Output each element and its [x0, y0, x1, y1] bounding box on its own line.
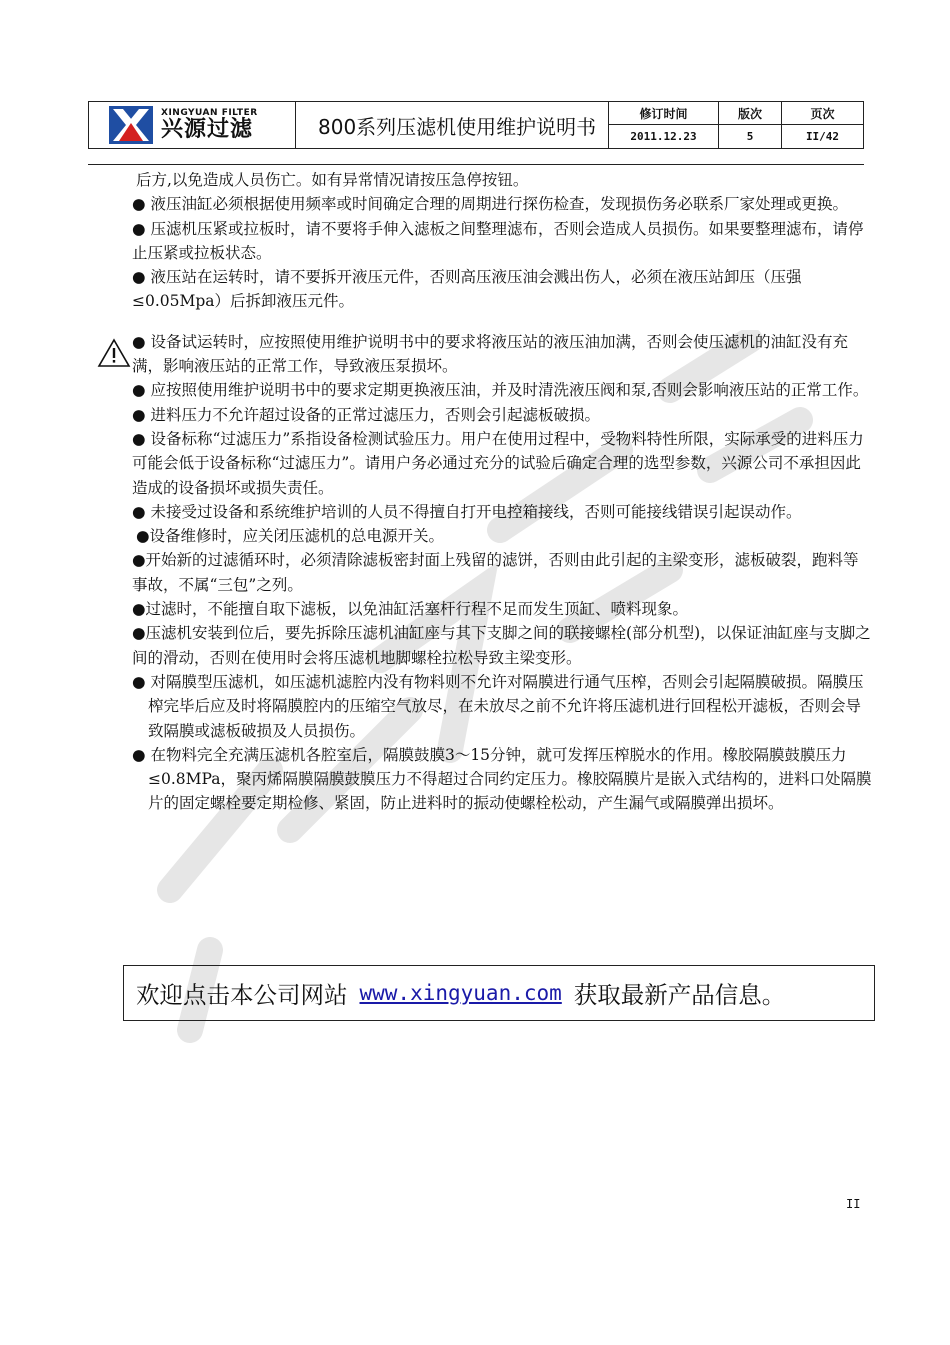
paragraph: ●设备维修时，应关闭压滤机的总电源开关。: [136, 527, 445, 546]
page-header-label: 页次: [782, 102, 863, 125]
document-title: 800系列压滤机使用维护说明书: [296, 102, 609, 148]
logo-text: [161, 108, 258, 142]
paragraph: ● 压滤机压紧或拉板时，请不要将手伸入滤板之间整理滤布，否则会造成人员损伤。如果要整理滤布，请停止压紧或拉板状态。: [132, 219, 864, 262]
version-number: 5: [719, 125, 782, 148]
footer-page-number: II: [846, 1197, 861, 1211]
website-link[interactable]: www.xingyuan.com: [359, 981, 562, 1005]
header-rule: [88, 164, 864, 165]
paragraph: ● 进料压力不允许超过设备的正常过滤压力，否则会引起滤板破损。: [132, 405, 600, 424]
paragraph: 后方,以免造成人员伤亡。如有异常情况请按压急停按钮。: [136, 171, 529, 189]
page-header: [88, 101, 864, 149]
paragraph: ● 对隔膜型压滤机，如压滤机滤腔内没有物料则不允许对隔膜进行通气压榨，否则会引起隔膜破损。隔膜压榨完毕后应及时将隔膜腔内的压缩空气放尽，在未放尽之前不允许将压滤机进行回程松开滤板，否则会导致隔膜或滤板破损及人员损伤。: [132, 672, 864, 740]
paragraph: ● 未接受过设备和系统维护培训的人员不得擅自打开电控箱接线，否则可能接线错误引起误动作。: [132, 502, 802, 521]
paragraph: ● 设备试运转时，应按照使用维护说明书中的要求将液压站的液压油加满，否则会使压滤机的油缸没有充满，影响液压站的正常工作，导致液压泵损坏。: [132, 332, 848, 376]
revision-date: 2011.12.23: [609, 125, 719, 148]
revision-time-header: 修订时间: [609, 102, 719, 125]
warning-triangle-icon: [97, 338, 131, 368]
paragraph: ● 液压油缸必须根据使用频率或时间确定合理的周期进行探伤检查，发现损伤务必联系厂家处理或更换。: [132, 195, 848, 214]
version-header: 版次: [719, 102, 782, 125]
logo-cell: [88, 102, 296, 148]
paragraph: ●过滤时，不能擅自取下滤板，以免油缸活塞杆行程不足而发生顶缸、喷料现象。: [132, 600, 689, 619]
revision-table: [609, 102, 864, 148]
paragraph: ● 液压站在运转时，请不要拆开液压元件，否则高压液压油会溅出伤人，必须在液压站卸压（压强≤0.05Mpa）后拆卸液压元件。: [132, 268, 802, 311]
logo-english: XINGYUAN FILTER: [161, 108, 258, 118]
company-logo: [109, 106, 153, 144]
website-prefix: 欢迎点击本公司网站: [136, 981, 348, 1009]
page-indicator: II/42: [805, 130, 840, 143]
paragraph: ●压滤机安装到位后，要先拆除压滤机油缸座与其下支脚之间的联接螺栓(部分机型)，以保证油缸座与支脚之间的滑动，否则在使用时会将压滤机地脚螺栓拉松导致主梁变形。: [132, 624, 871, 667]
paragraph: ●开始新的过滤循环时，必须清除滤板密封面上残留的滤饼，否则由此引起的主梁变形，滤板破裂，跑料等事故，不属“三包”之列。: [132, 551, 859, 594]
paragraph: ● 应按照使用维护说明书中的要求定期更换液压油，并及时清洗液压阀和泵,否则会影响液压站的正常工作。: [132, 381, 869, 400]
paragraph: ● 在物料完全充满压滤机各腔室后，隔膜鼓膜3～15分钟，就可发挥压榨脱水的作用。橡胶隔膜鼓膜压力≤0.8MPa，聚丙烯隔膜隔膜鼓膜压力不得超过合同约定压力。橡胶隔膜片是嵌入式结构的，进料口处隔膜片的固定螺栓要定期检修、紧固，防止进料时的振动使螺栓松动，产生漏气或隔膜弹出损坏。: [132, 745, 872, 813]
safety-instructions: [132, 168, 872, 816]
logo-chinese: 兴源过滤: [161, 117, 254, 142]
website-suffix: 获取最新产品信息。: [573, 981, 786, 1009]
paragraph: ● 设备标称“过滤压力”系指设备检测试验压力。用户在使用过程中，受物料特性所限，实际承受的进料压力可能会低于设备标称“过滤压力”。请用户务必通过充分的试验后确定合理的选型参数，兴源公司不承担因此造成的设备损坏或损失责任。: [132, 429, 864, 497]
website-notice: [123, 965, 875, 1021]
